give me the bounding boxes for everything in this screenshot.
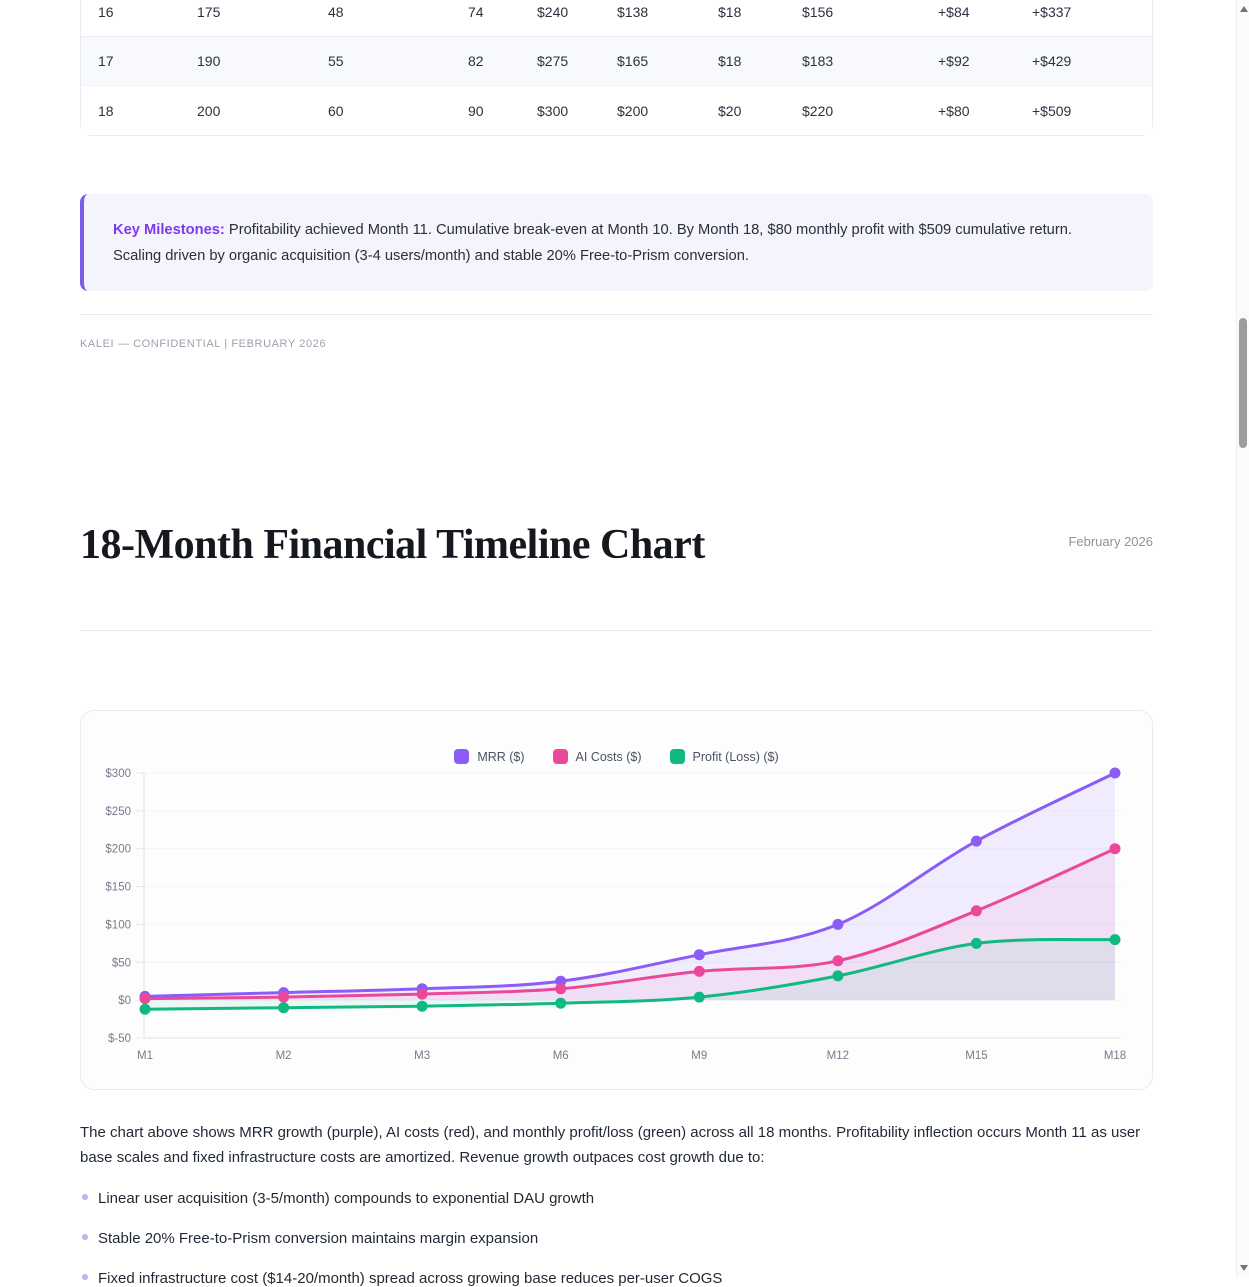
table-cell: 175 [197,4,221,20]
document-footer: KALEI — CONFIDENTIAL | FEBRUARY 2026 [80,338,327,350]
table-cell: $300 [537,102,569,119]
svg-text:$-50: $-50 [107,1033,131,1045]
table-row [81,0,1152,37]
svg-text:$0: $0 [118,995,131,1008]
timeline-chart-canvas[interactable] [81,711,1154,1096]
table-cell: $220 [802,102,834,119]
svg-text:M2: M2 [275,1050,292,1062]
svg-text:$200: $200 [105,843,131,856]
legend-label: MRR ($) [477,749,525,764]
table-cell: $200 [617,102,649,119]
svg-text:M6: M6 [552,1050,569,1062]
svg-text:$250: $250 [105,805,131,818]
table-cell: $156 [802,4,834,20]
scrollbar-up-arrow-icon[interactable] [1240,6,1248,12]
key-milestones-label: Key Milestones: [113,222,225,238]
svg-text:M15: M15 [965,1050,988,1062]
bullet-text: Fixed infrastructure cost ($14-20/month) spread across growing base reduces per-user COGS [98,1270,723,1287]
svg-text:M12: M12 [826,1050,850,1062]
table-cell: 18 [98,102,114,119]
table-cell: $165 [617,53,649,69]
divider-below-title [80,630,1153,631]
table-cell: 16 [98,4,114,20]
table-cell: 48 [328,4,344,20]
table-cell: 90 [468,102,484,119]
table-cell: 60 [328,102,344,119]
table-cell: +$337 [1032,4,1072,20]
key-milestones-text: Profitability achieved Month 11. Cumulative break-even at Month 10. By Month 18, $80 monthly profit with $509 cumulative return. Scaling driven by organic acquisition (3-4 users/month) and stable 20% Free-to-Prism conversion. [113,222,1072,264]
svg-text:$300: $300 [105,768,131,780]
financial-table [80,0,1153,136]
table-cell: $18 [718,53,742,69]
scrollbar[interactable] [1236,0,1249,1277]
table-cell: +$509 [1032,102,1072,119]
bullet-dot-icon [82,1274,88,1280]
table-cell: 200 [197,102,221,119]
bullet-item [80,1230,1153,1247]
svg-text:M18: M18 [1103,1050,1127,1062]
table-row [81,86,1152,135]
table-cell: 82 [468,53,484,69]
timeline-chart-card [80,710,1153,1090]
scrollbar-down-arrow-icon[interactable] [1240,1265,1248,1271]
table-cell: 74 [468,4,484,20]
bullet-item [80,1190,1153,1207]
table-cell: 190 [197,53,221,69]
table-cell: +$429 [1032,53,1072,69]
table-cell: $275 [537,53,569,69]
bullet-dot-icon [82,1194,88,1200]
bullet-item [80,1270,1153,1287]
table-cell: +$92 [938,53,970,69]
table-cell: $240 [537,4,569,20]
table-cell: +$80 [938,102,970,119]
section-date: February 2026 [1068,534,1153,549]
scrollbar-thumb[interactable] [1239,318,1247,448]
financial-table-body [81,0,1152,135]
divider-above-footer [80,314,1153,315]
svg-text:$50: $50 [111,957,131,970]
bullet-dot-icon [82,1234,88,1240]
bullet-text: Stable 20% Free-to-Prism conversion maintains margin expansion [98,1230,539,1247]
legend-label: AI Costs ($) [575,749,642,764]
svg-text:$100: $100 [105,919,131,932]
svg-text:M1: M1 [137,1050,153,1062]
bullet-text: Linear user acquisition (3-5/month) compounds to exponential DAU growth [98,1190,595,1207]
table-cell: $18 [718,4,742,20]
table-cell: $20 [718,102,742,119]
svg-text:$150: $150 [105,881,131,894]
svg-text:M9: M9 [691,1050,708,1062]
table-cell: $183 [802,53,834,69]
table-cell: $138 [617,4,649,20]
page-title: 18-Month Financial Timeline Chart [80,522,705,568]
table-row [81,37,1152,86]
legend-label: Profit (Loss) ($) [692,749,779,764]
chart-description: The chart above shows MRR growth (purple), AI costs (red), and monthly profit/loss (green) across all 18 months. Profitability inflection occurs Month 11 as user base scales and fixed infrastructure costs are amortized. Revenue growth outpaces cost growth due to: [80,1124,1141,1166]
svg-text:M3: M3 [414,1050,431,1062]
table-cell: 17 [98,53,114,69]
table-cell: +$84 [938,4,970,20]
table-cell: 55 [328,53,344,69]
key-milestones-callout [80,194,1153,291]
